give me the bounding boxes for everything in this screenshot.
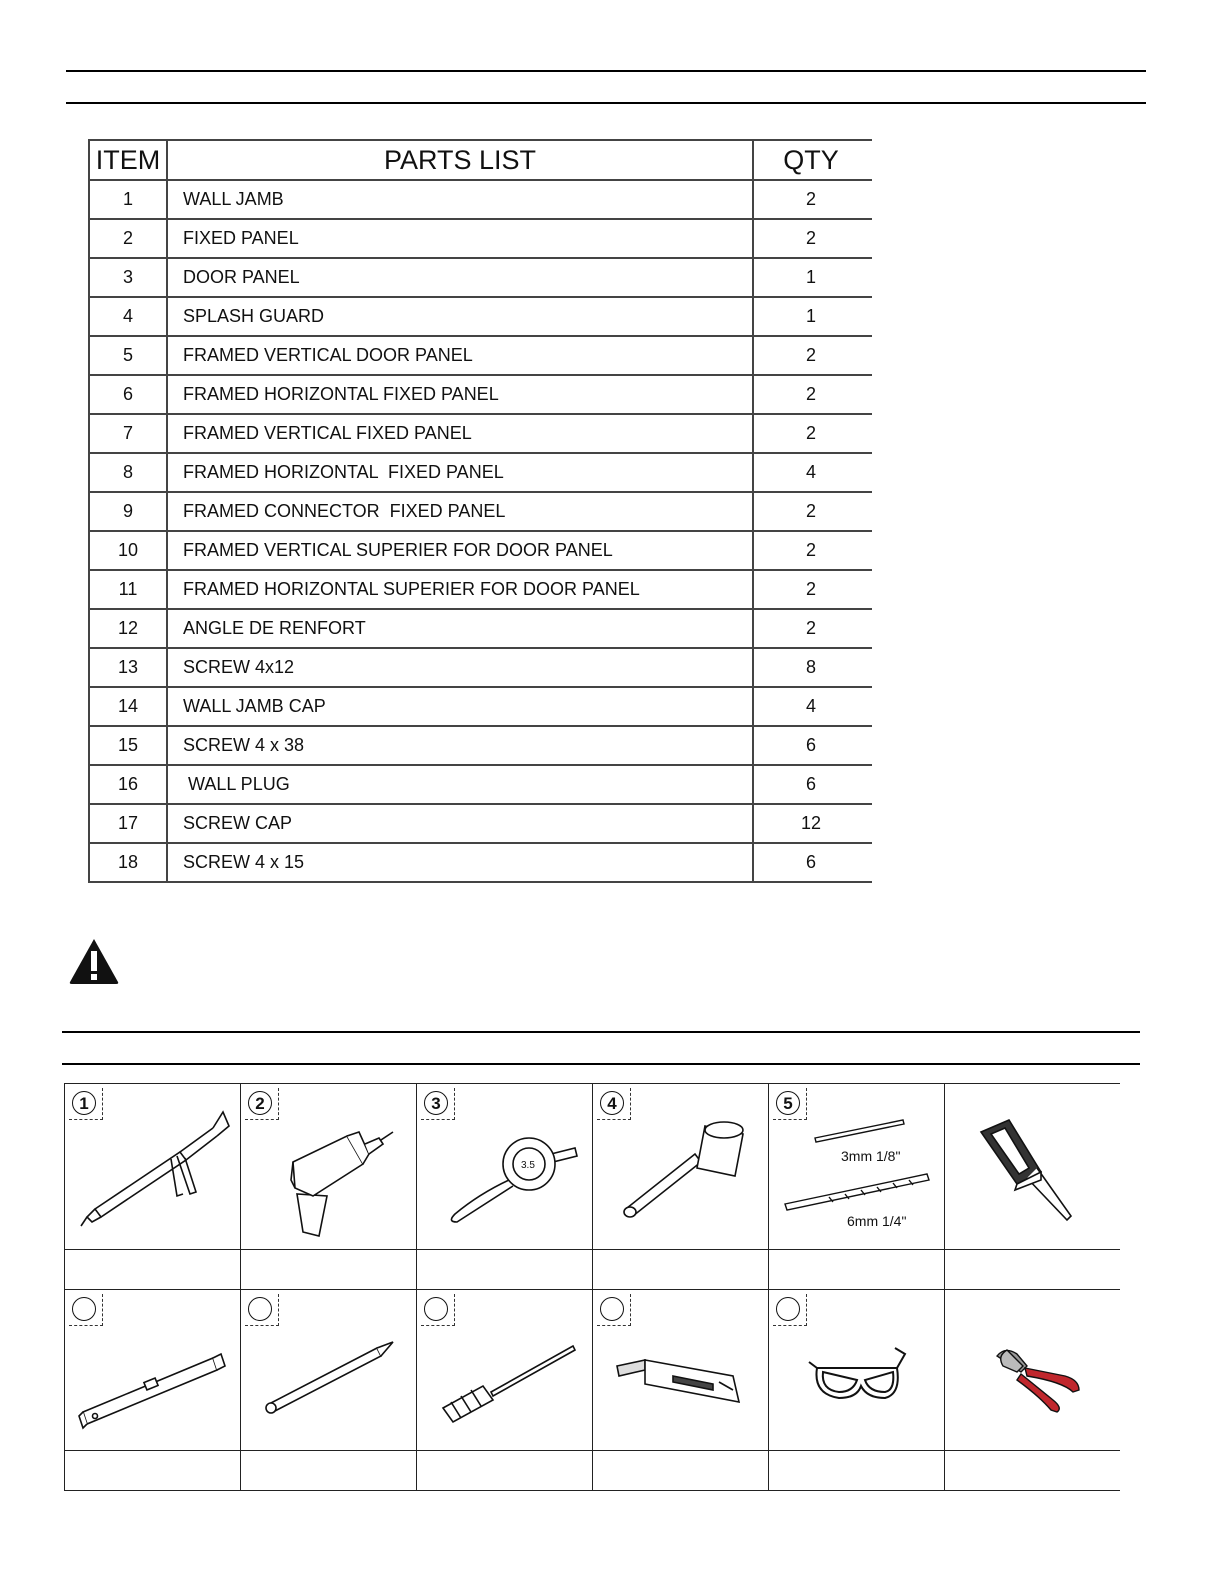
tool-cell-pencil <box>240 1289 417 1451</box>
part-name: SPLASH GUARD <box>167 297 753 336</box>
part-name: SCREW 4 x 15 <box>167 843 753 882</box>
part-qty: 4 <box>753 687 872 726</box>
tool-cell-level <box>64 1289 241 1451</box>
part-name: FRAMED HORIZONTAL FIXED PANEL <box>167 453 753 492</box>
part-name: SCREW 4 x 38 <box>167 726 753 765</box>
parts-table-header <box>89 140 872 180</box>
part-qty: 1 <box>753 258 872 297</box>
tool-cell-drill <box>240 1083 417 1250</box>
part-item-number: 4 <box>89 297 167 336</box>
parts-list-table <box>88 139 872 883</box>
part-name: SCREW 4x12 <box>167 648 753 687</box>
part-qty: 2 <box>753 531 872 570</box>
part-qty: 8 <box>753 648 872 687</box>
parts-row <box>89 414 872 453</box>
part-item-number: 9 <box>89 492 167 531</box>
parts-row <box>89 687 872 726</box>
utility-knife-icon <box>945 1084 1121 1251</box>
tool-label-cell <box>592 1249 769 1290</box>
part-qty: 4 <box>753 453 872 492</box>
part-item-number: 6 <box>89 375 167 414</box>
parts-row <box>89 219 872 258</box>
part-qty: 2 <box>753 180 872 219</box>
tool-cell-glasses <box>768 1289 945 1451</box>
tool-label-cell <box>416 1450 593 1491</box>
spirit-level-icon <box>65 1290 242 1452</box>
tool-number: 1 <box>72 1091 96 1115</box>
parts-row <box>89 648 872 687</box>
part-qty: 2 <box>753 414 872 453</box>
parts-row <box>89 336 872 375</box>
part-name: FRAMED VERTICAL SUPERIER FOR DOOR PANEL <box>167 531 753 570</box>
part-name: WALL JAMB <box>167 180 753 219</box>
tool-number: 4 <box>600 1091 624 1115</box>
part-name: FRAMED VERTICAL FIXED PANEL <box>167 414 753 453</box>
parts-row <box>89 180 872 219</box>
part-qty: 2 <box>753 609 872 648</box>
part-qty: 6 <box>753 843 872 882</box>
part-name: FIXED PANEL <box>167 219 753 258</box>
tool-label-cell <box>240 1249 417 1290</box>
part-name: ANGLE DE RENFORT <box>167 609 753 648</box>
tool-label-cell <box>416 1249 593 1290</box>
tape-measure-icon <box>417 1084 594 1251</box>
part-item-number: 17 <box>89 804 167 843</box>
header-qty: QTY <box>753 140 872 180</box>
tool-label-cell <box>64 1249 241 1290</box>
header-item: ITEM <box>89 140 167 180</box>
part-name: SCREW CAP <box>167 804 753 843</box>
box-cutter-icon <box>593 1290 770 1452</box>
part-qty: 2 <box>753 492 872 531</box>
tool-cell-pliers <box>944 1289 1120 1451</box>
parts-row <box>89 297 872 336</box>
header-rule-bottom <box>66 102 1146 104</box>
rubber-mallet-icon <box>593 1084 770 1251</box>
tool-number: 5 <box>776 1091 800 1115</box>
part-qty: 12 <box>753 804 872 843</box>
tool-label-cell <box>64 1450 241 1491</box>
parts-row <box>89 531 872 570</box>
part-item-number: 12 <box>89 609 167 648</box>
safety-glasses-icon <box>769 1290 946 1452</box>
part-qty: 6 <box>753 726 872 765</box>
part-qty: 1 <box>753 297 872 336</box>
drill-bit-large-label: 6mm 1/4" <box>847 1213 907 1229</box>
parts-row <box>89 609 872 648</box>
pencil-icon <box>241 1290 418 1452</box>
drill-bit-small-label: 3mm 1/8" <box>841 1148 901 1164</box>
warning-icon <box>68 937 120 985</box>
part-item-number: 5 <box>89 336 167 375</box>
tape-measure-label: 3.5 <box>521 1160 535 1171</box>
part-name: DOOR PANEL <box>167 258 753 297</box>
part-item-number: 16 <box>89 765 167 804</box>
tools-rule-top <box>62 1031 1140 1033</box>
part-item-number: 10 <box>89 531 167 570</box>
tool-label-cell <box>592 1450 769 1491</box>
tool-cell-screwdriver <box>416 1289 593 1451</box>
part-item-number: 2 <box>89 219 167 258</box>
part-qty: 2 <box>753 570 872 609</box>
parts-row <box>89 843 872 882</box>
part-item-number: 11 <box>89 570 167 609</box>
parts-row <box>89 375 872 414</box>
caulk-gun-icon <box>65 1084 242 1251</box>
parts-row <box>89 726 872 765</box>
tool-number: 2 <box>248 1091 272 1115</box>
part-item-number: 1 <box>89 180 167 219</box>
tool-label-cell <box>944 1249 1120 1290</box>
part-name: WALL PLUG <box>167 765 753 804</box>
parts-row <box>89 804 872 843</box>
part-qty: 2 <box>753 336 872 375</box>
tool-label-cell <box>240 1450 417 1491</box>
tool-number: 3 <box>424 1091 448 1115</box>
header-parts-list: PARTS LIST <box>167 140 753 180</box>
part-name: WALL JAMB CAP <box>167 687 753 726</box>
tools-grid <box>64 1083 1120 1491</box>
tool-cell-drill-bits <box>768 1083 945 1250</box>
screwdriver-icon <box>417 1290 594 1452</box>
parts-row <box>89 453 872 492</box>
tools-rule-bottom <box>62 1063 1140 1065</box>
part-item-number: 14 <box>89 687 167 726</box>
part-item-number: 13 <box>89 648 167 687</box>
parts-row <box>89 258 872 297</box>
parts-row <box>89 765 872 804</box>
parts-row <box>89 570 872 609</box>
tool-label-cell <box>944 1450 1120 1491</box>
tool-cell-box-cutter <box>592 1289 769 1451</box>
tool-cell-mallet <box>592 1083 769 1250</box>
parts-row <box>89 492 872 531</box>
part-item-number: 7 <box>89 414 167 453</box>
part-item-number: 8 <box>89 453 167 492</box>
tool-cell-tape-measure <box>416 1083 593 1250</box>
tool-cell-utility-knife <box>944 1083 1120 1250</box>
part-name: FRAMED HORIZONTAL FIXED PANEL <box>167 375 753 414</box>
power-drill-icon <box>241 1084 418 1251</box>
part-item-number: 18 <box>89 843 167 882</box>
header-rule-top <box>66 70 1146 72</box>
part-name: FRAMED CONNECTOR FIXED PANEL <box>167 492 753 531</box>
part-qty: 6 <box>753 765 872 804</box>
tool-label-cell <box>768 1450 945 1491</box>
part-qty: 2 <box>753 375 872 414</box>
part-name: FRAMED VERTICAL DOOR PANEL <box>167 336 753 375</box>
pliers-icon <box>945 1290 1121 1452</box>
tool-cell-caulk-gun <box>64 1083 241 1250</box>
part-item-number: 15 <box>89 726 167 765</box>
part-name: FRAMED HORIZONTAL SUPERIER FOR DOOR PANEL <box>167 570 753 609</box>
part-item-number: 3 <box>89 258 167 297</box>
part-qty: 2 <box>753 219 872 258</box>
tool-label-cell <box>768 1249 945 1290</box>
